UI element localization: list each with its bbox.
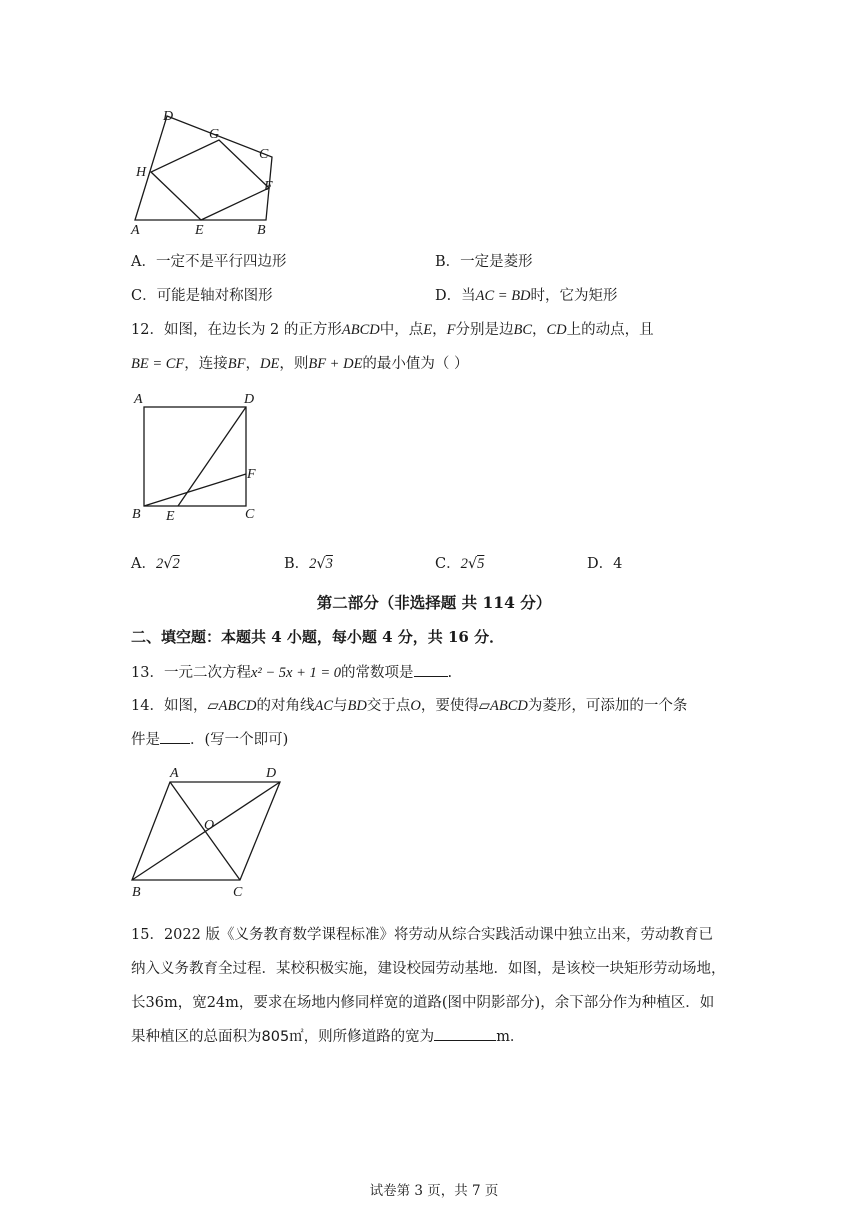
q12-math: BE = CF xyxy=(131,356,185,372)
q12-text: ， xyxy=(432,322,447,338)
q14-math: BD xyxy=(347,698,367,714)
q14-math: AC xyxy=(314,698,333,714)
q15-text: 果种植区的总面积为 xyxy=(131,1029,262,1045)
q12-line2 xyxy=(131,352,469,373)
segment-bf xyxy=(144,474,246,506)
quadrilateral-abcd xyxy=(135,116,272,220)
q15-line4 xyxy=(131,1025,524,1046)
q12-option-d: D．4 xyxy=(587,556,623,572)
label-a: A xyxy=(134,392,143,407)
q11-option-d-math: AC = BD xyxy=(475,288,531,304)
part2-title: 第二部分（非选择题 共 114 分） xyxy=(316,593,552,612)
label-b: B xyxy=(257,223,266,238)
label-d: D xyxy=(244,392,255,407)
q11-option-b: B．一定是菱形 xyxy=(435,254,533,270)
q15-text: ，宽 xyxy=(177,995,207,1011)
q12-text: 上的动点，且 xyxy=(566,322,654,338)
sqrt-sign: √ xyxy=(467,556,478,572)
figure-quadrilateral-midpoints xyxy=(125,100,295,240)
q12-option-a xyxy=(131,552,180,573)
q14-text: 14．如图， xyxy=(131,698,208,714)
q15-line3 xyxy=(131,991,714,1012)
label-b: B xyxy=(132,885,141,900)
label-h: H xyxy=(136,165,147,180)
q13-text: 13．一元二次方程 xyxy=(131,665,251,681)
label-a: A xyxy=(131,223,140,238)
option-label: B． xyxy=(284,556,310,572)
option-radicand: 5 xyxy=(477,556,485,572)
q12-text: 12．如图，在边长为 2 的正方形 xyxy=(131,322,342,338)
q14-math: ▱ABCD xyxy=(207,698,257,714)
segment-de xyxy=(178,407,246,506)
q12-option-c xyxy=(435,552,484,573)
q13-text: . xyxy=(447,665,453,681)
option-coef: 2 xyxy=(460,556,468,572)
q12-line1 xyxy=(131,318,654,339)
q14-math: ▱ABCD xyxy=(478,698,528,714)
q14-text: ．(写一个即可) xyxy=(190,732,289,748)
sqrt-sign: √ xyxy=(316,556,326,572)
option-label: C． xyxy=(435,556,461,572)
q11-option-d-pre: D．当 xyxy=(435,288,476,304)
q14-text: 与 xyxy=(333,698,348,714)
q14-math: O xyxy=(410,698,421,714)
q12-text: ， xyxy=(532,322,547,338)
q13-text: 的常数项是 xyxy=(341,665,414,681)
option-radicand: 3 xyxy=(325,556,333,572)
label-e: E xyxy=(195,223,204,238)
q13 xyxy=(131,661,452,682)
q12-math: ABCD xyxy=(341,322,380,338)
page-footer: 试卷第 3 页，共 7 页 xyxy=(369,1183,499,1199)
q15-width: 24m xyxy=(206,995,239,1011)
label-f: F xyxy=(247,467,256,482)
q12-text: 中，点 xyxy=(379,322,424,338)
label-b: B xyxy=(132,507,141,522)
label-d: D xyxy=(163,109,174,124)
q12-text: 的最小值为（ ） xyxy=(362,356,469,372)
q12-math: F xyxy=(446,322,456,338)
q12-text: ， xyxy=(245,356,260,372)
q14-line1 xyxy=(131,694,687,715)
figure-parallelogram xyxy=(128,762,288,902)
q11-option-c: C．可能是轴对称图形 xyxy=(131,288,273,304)
label-c: C xyxy=(245,507,255,522)
option-coef: 2 xyxy=(309,556,317,572)
q15-text: ，要求在场地内修同样宽的道路(图中阴影部分)，余下部分作为种植区．如 xyxy=(238,995,715,1011)
label-o: O xyxy=(204,818,215,833)
q12-math: DE xyxy=(260,356,280,372)
option-coef: 2 xyxy=(155,556,164,572)
q13-answer-blank[interactable] xyxy=(414,664,448,677)
q13-equation: x² − 5x + 1 = 0 xyxy=(250,665,342,681)
q11-option-a: A．一定不是平行四边形 xyxy=(131,254,287,270)
option-radicand: 2 xyxy=(172,556,180,572)
q12-math: CD xyxy=(546,322,567,338)
section2-heading: 二、填空题：本题共 4 小题，每小题 4 分，共 16 分． xyxy=(131,628,505,646)
q15-area: 805㎡ xyxy=(261,1029,304,1045)
q14-answer-blank[interactable] xyxy=(160,731,190,744)
q12-text: ，则 xyxy=(279,356,309,372)
label-e: E xyxy=(166,509,175,524)
q14-text: ，要使得 xyxy=(420,698,479,714)
q14-text: 为菱形，可添加的一个条 xyxy=(527,698,688,714)
q15-text: ，则所修道路的宽为 xyxy=(303,1029,435,1045)
q14-line2 xyxy=(131,728,288,749)
q12-text: ，连接 xyxy=(184,356,228,372)
option-label: A． xyxy=(131,556,156,572)
q14-text: 交于点 xyxy=(366,698,411,714)
q15-text: m． xyxy=(496,1029,525,1045)
label-c: C xyxy=(233,885,243,900)
label-a: A xyxy=(170,766,179,781)
q12-math: BF + DE xyxy=(308,356,363,372)
q12-option-b xyxy=(284,552,333,573)
q11-option-d xyxy=(435,284,618,305)
square-abcd xyxy=(144,407,246,506)
q12-text: 分别是边 xyxy=(455,322,514,338)
q12-math: BF xyxy=(227,356,246,372)
q15-text: 长 xyxy=(131,995,146,1011)
label-f: F xyxy=(264,179,273,194)
quadrilateral-efgh xyxy=(151,140,269,220)
figure-square-abcd xyxy=(128,388,268,528)
q11-option-d-post: 时，它为矩形 xyxy=(530,288,618,304)
q15-line1: 15．2022 版《义务教育数学课程标准》将劳动从综合实践活动课中独立出来，劳动教育已 xyxy=(131,927,713,943)
label-g: G xyxy=(209,127,220,142)
sqrt-sign: √ xyxy=(163,556,173,572)
q14-text: 的对角线 xyxy=(256,698,315,714)
q12-math: E xyxy=(423,322,433,338)
label-d: D xyxy=(266,766,277,781)
q14-text: 件是 xyxy=(131,732,160,748)
label-c: C xyxy=(259,147,269,162)
q12-math: BC xyxy=(513,322,533,338)
q15-line2: 纳入义务教育全过程．某校积极实施，建设校园劳动基地．如图，是该校一块矩形劳动场地， xyxy=(131,961,726,977)
q15-answer-blank[interactable] xyxy=(434,1028,496,1041)
q15-length: 36m xyxy=(145,995,178,1011)
